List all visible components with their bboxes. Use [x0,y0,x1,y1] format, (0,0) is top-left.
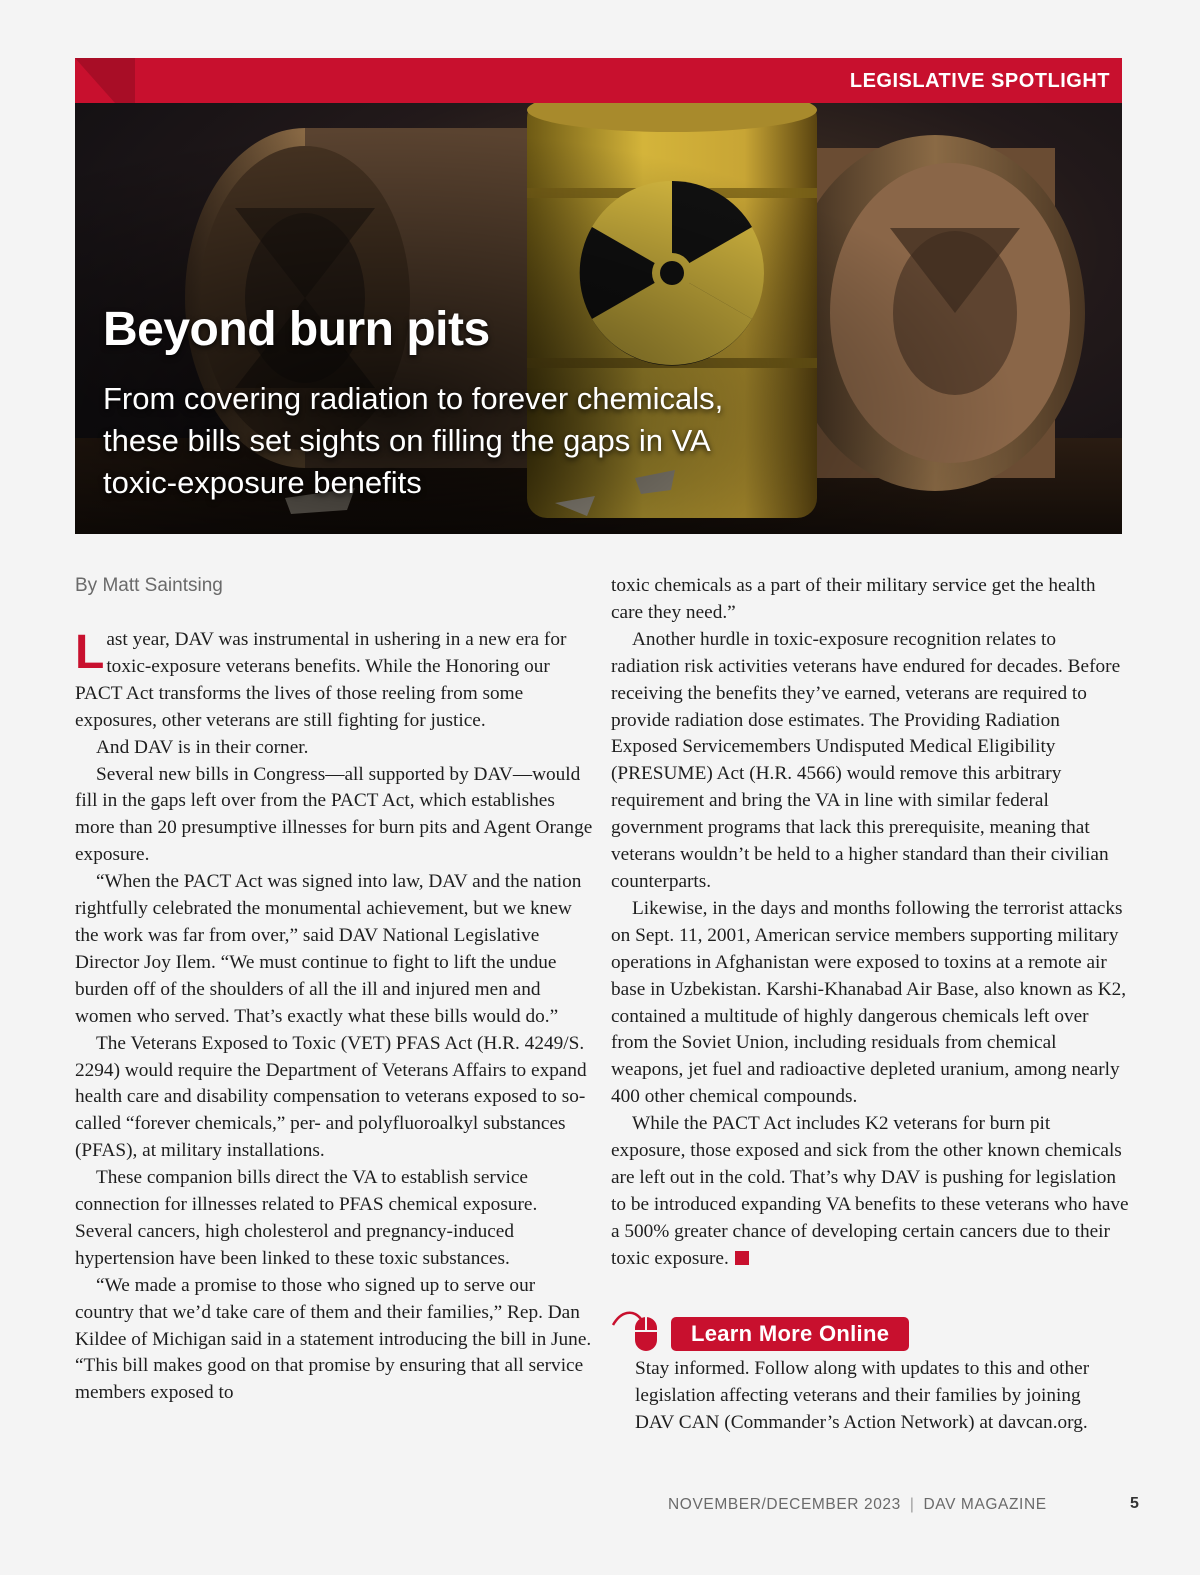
page-subtitle: From covering radiation to forever chemicals, these bills set sights on filling the gaps in VA toxic-exposure benefits [103,381,724,500]
paragraph: “We made a promise to those who signed up to serve our country that we’d take care of them and their families,” Rep. Dan Kildee of Michigan said in a statement introducing the bill in June. “This bill makes good on that promise by ensuring that all service members exposed to [75,1274,592,1404]
paragraph: These companion bills direct the VA to establish service connection for illnesses related to PFAS chemical exposure. Several cancers, high cholesterol and pregnancy-induced hypertension have been linked to these toxic substances. [75,1167,538,1269]
learn-more-callout [611,1303,1131,1359]
page-title: Beyond burn pits [103,303,490,356]
learn-more-text: Stay informed. Follow along with updates to this and other legislation affecting veterans and their families by joining DAV CAN (Commander’s Action Network) at davcan.org. [635,1358,1090,1433]
drop-cap: L [75,626,105,679]
article-column-right [611,573,1129,1273]
computer-mouse-icon [611,1303,667,1359]
paragraph: And DAV is in their corner. [96,736,309,758]
page-number: 5 [1130,1495,1139,1512]
paragraph [611,1111,1129,1272]
paragraph-text: ast year, DAV was instrumental in ushering in a new era for toxic-exposure veterans benefits. While the Honoring our PACT Act transforms the lives of those reeling from some exposures, other veterans are still fighting for justice. [75,629,567,731]
learn-more-button[interactable]: Learn More Online [671,1317,909,1351]
paragraph-text: While the PACT Act includes K2 veterans for burn pit exposure, those exposed and sick from the other known chemicals are left out in the cold. That’s why DAV is pushing for legislation to be introduced expanding VA benefits to these veterans who have a 500% greater chance of developing certain cancers due to their toxic exposure. [611,1113,1129,1269]
paragraph: Likewise, in the days and months following the terrorist attacks on Sept. 11, 2001, American service members supporting military operations in Afghanistan were exposed to toxins at a remote air base in Uzbekistan. Karshi-Khanabad Air Base, also known as K2, contained a multitude of highly dangerous chemicals left over from the Soviet Union, including residuals from chemical weapons, jet fuel and radioactive depleted uranium, among nearly 400 other chemical compounds. [611,897,1127,1108]
paragraph: “When the PACT Act was signed into law, DAV and the nation rightfully celebrated the monumental achievement, but we knew the work was far from over,” said DAV National Legislative Director Joy Ilem. “We must continue to fight to lift the undue burden off of the shoulders of all the ill and injured men and women who served. That’s exactly what these bills would do.” [75,871,582,1027]
hero-section [75,58,1122,534]
end-mark-icon [735,1251,749,1265]
paragraph: The Veterans Exposed to Toxic (VET) PFAS Act (H.R. 4249/S. 2294) would require the Department of Veterans Affairs to expand health care and disability compensation to veterans exposed to so-called “forever chemicals,” per- and polyfluoroalkyl substances (PFAS), at military installations. [75,1032,587,1162]
issue-date: NOVEMBER/DECEMBER 2023 [668,1496,901,1513]
footer-divider: | [909,1496,915,1513]
byline: By Matt Saintsing [75,575,223,596]
article-column-left [75,627,595,1407]
magazine-name: DAV MAGAZINE [923,1496,1047,1513]
paragraph: Several new bills in Congress—all supported by DAV—would fill in the gaps left over from the PACT Act, which establishes more than 20 presumptive illnesses for burn pits and Agent Orange exposure. [75,763,593,866]
section-label: LEGISLATIVE SPOTLIGHT [849,70,1110,92]
paragraph [75,627,595,735]
banner-corner-icon [75,58,135,103]
paragraph: Another hurdle in toxic-exposure recognition relates to radiation risk activities veterans have endured for decades. Before receiving the benefits they’ve earned, veterans are required to provide radiation dose estimates. The Providing Radiation Exposed Servicemembers Undisputed Medical Eligibility (PRESUME) Act (H.R. 4566) would remove this arbitrary requirement and bring the VA in line with similar federal government programs that lack this prerequisite, meaning that veterans wouldn’t be held to a higher standard than their civilian counterparts. [611,628,1121,892]
footer [668,1496,1047,1514]
paragraph: toxic chemicals as a part of their military service get the health care they need.” [611,575,1096,623]
section-banner [75,58,1122,103]
